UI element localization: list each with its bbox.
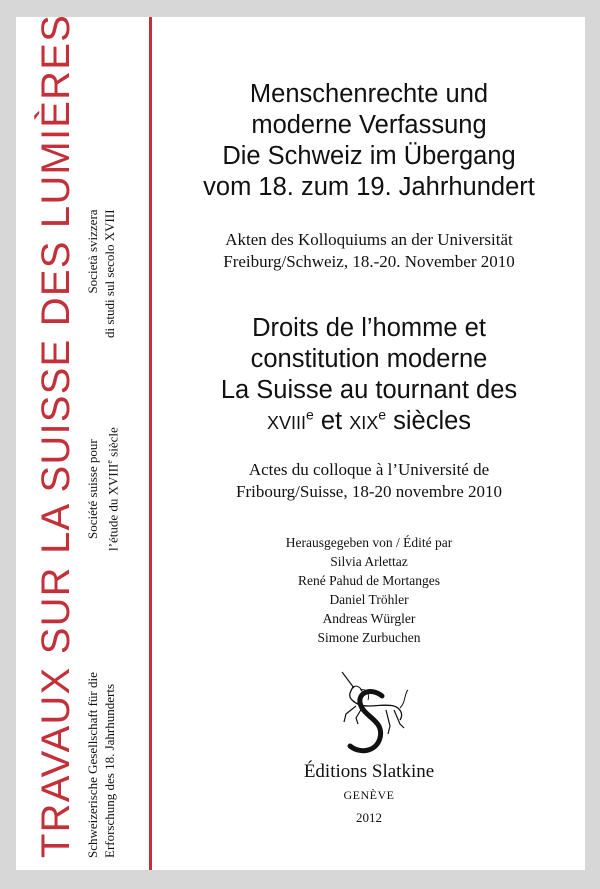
french-title-line: La Suisse au tournant des [220,376,518,404]
publisher-city: GENÈVE [343,788,395,802]
editors-block [153,533,585,647]
editor-name: Daniel Tröhler [329,592,409,607]
german-title-line: Menschenrechte und [249,80,489,108]
german-proceedings [153,229,585,273]
german-title-line: Die Schweiz im Übergang [222,142,516,170]
german-proceedings-line: Freiburg/Schweiz, 18.-20. November 2010 [223,252,515,271]
publication-year: 2012 [356,810,382,825]
german-proceedings-line: Akten des Kolloquiums an der Universität [225,230,513,249]
french-title-line: constitution moderne [250,345,488,373]
editor-name: Simone Zurbuchen [317,630,421,645]
society-italian [84,209,118,338]
series-spine [32,14,166,887]
german-title-line: moderne Verfassung [251,111,487,139]
publisher-name: Éditions Slatkine [303,761,435,782]
french-proceedings-line: Fribourg/Suisse, 18-20 novembre 2010 [235,482,502,501]
book-cover [16,14,585,870]
society-german [84,672,118,858]
french-proceedings-line: Actes du colloque à l’Université de [248,460,490,479]
society-italian-line: Società svizzera [85,209,100,294]
publisher-block [153,760,585,826]
unicorn-s-logo-icon [320,666,410,762]
german-title [153,79,585,203]
society-french-line: Société suisse pour [85,439,100,539]
society-french-line: l’étude du XVIIIe siècle [105,427,121,551]
editor-name: René Pahud de Mortanges [297,573,441,588]
cover-main [153,17,585,870]
french-title-line: Droits de l’homme et [252,314,486,342]
society-italian-line: di studi sul secolo XVIII [102,209,117,338]
society-german-line: Schweizerische Gesellschaft für die [85,672,100,858]
society-french [84,427,121,551]
society-german-line: Erforschung des 18. Jahrhunderts [102,683,117,858]
french-title-centuries: xviii$^e$ et xix$^e$ siècles [266,406,472,435]
series-title: TRAVAUX SUR LA SUISSE DES LUMIÈRES [34,14,78,858]
editor-name: Silvia Arlettaz [330,554,408,569]
french-title [153,313,585,437]
french-proceedings [153,459,585,503]
editor-name: Andreas Würgler [322,611,416,626]
german-title-line: vom 18. zum 19. Jahrhundert [203,173,535,201]
editors-label: Herausgegeben von / Édité par [285,535,453,550]
